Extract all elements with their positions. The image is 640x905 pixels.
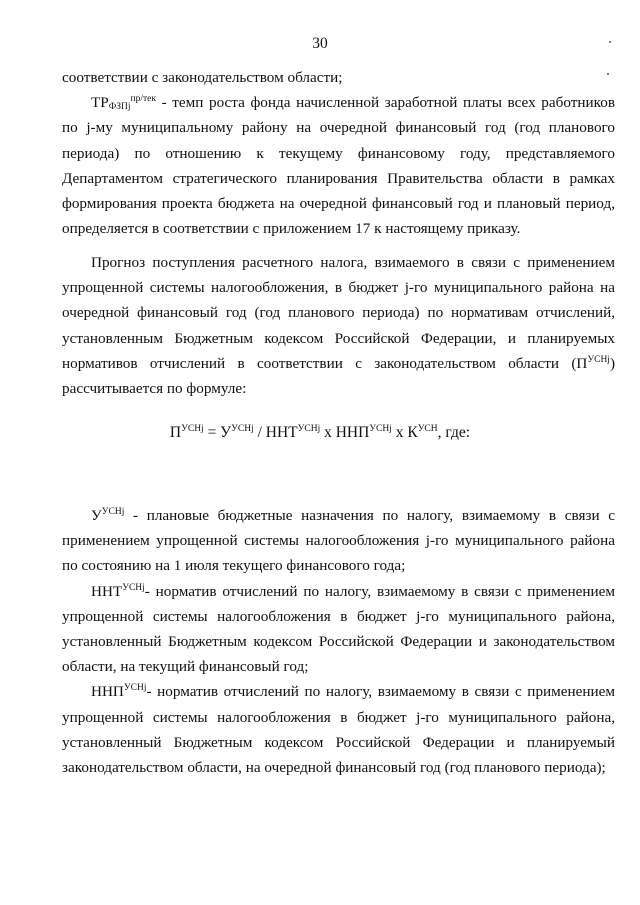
paragraph-tr-definition	[62, 90, 615, 241]
u-definition-text: - плановые бюджетные назначения по налогу, взимаемому в связи с применением упрощенной системы налогообложения j-го муниципального района по состоянию на 1 июля текущего финансового года;	[62, 507, 615, 575]
formula-term-3: / ННТ	[253, 424, 298, 441]
nnt-superscript: УСНj	[122, 582, 145, 593]
scan-speck	[609, 41, 611, 43]
tr-symbol: ТР	[91, 94, 109, 112]
forecast-text: Прогноз поступления расчетного налога, взимаемого в связи с применением упрощенной системы налогообложения, в бюджет j-го муниципального района на очередной финансовый год (год планового периода) по нормативам отчислений, установленным Бюджетным кодексом Российской Федерации, и планируемых нормативов отчислений в соответствии с законодательством области (П	[62, 254, 615, 372]
paragraph-nnt-definition	[62, 579, 615, 680]
text-block-definitions	[62, 503, 615, 780]
u-symbol: У	[91, 507, 102, 524]
formula-sup-3: УСНj	[297, 424, 321, 434]
tr-definition-text: темп роста фонда начисленной заработной платы всех работников по j-му муниципальному району на очередной финансовый год (год планового периода) по отношению к текущему финансовому году, представляемого Департаментом стратегического планирования Правительства области в рамках формирования проекта бюджета на очередной финансовый год и плановый период, определяется в соответствии с приложением 17 к настоящему приказу.	[62, 94, 615, 238]
tr-superscript: пр/тек	[130, 94, 156, 105]
formula-sup-1: УСНj	[181, 424, 204, 434]
scan-speck	[607, 73, 609, 75]
formula-term-5: х К	[391, 424, 418, 441]
nnt-definition-text: - норматив отчислений по налогу, взимаемому в связи с применением упрощенной системы налогообложения в бюджет j-го муниципального района, установленный Бюджетным кодексом Российской Федерации и законодательством области, на текущий финансовый год;	[62, 582, 615, 676]
formula-term-2: = У	[203, 424, 232, 441]
page-number: 30	[312, 35, 328, 52]
formula-term-4: х ННП	[320, 424, 370, 441]
nnp-definition-text: - норматив отчислений по налогу, взимаемому в связи с применением упрощенной системы налогообложения в бюджет j-го муниципального района, установленный Бюджетным кодексом Российской Федерации и планируемый законодательством области, на очередной финансовый год (год планового периода);	[62, 683, 615, 777]
paragraph-continuation: соответствии с законодательством области;	[62, 69, 343, 86]
text-block-top	[62, 65, 615, 241]
nnt-symbol: ННТ	[91, 582, 123, 600]
formula-sup-4: УСНj	[369, 424, 392, 434]
formula	[0, 424, 640, 442]
forecast-tail: ) рассчитывается по формуле:	[62, 354, 615, 398]
forecast-superscript: УСНj	[587, 354, 610, 365]
nnp-superscript: УСНj	[123, 683, 147, 694]
u-superscript: УСНj	[101, 507, 125, 517]
formula-term-1: П	[169, 424, 182, 441]
tr-subscript: ФЗПj	[108, 102, 131, 113]
nnp-symbol: ННП	[91, 683, 124, 701]
paragraph-nnp-definition	[62, 679, 615, 780]
text-block-forecast	[62, 250, 615, 401]
paragraph-forecast	[62, 250, 615, 401]
formula-sup-2: УСНj	[231, 424, 254, 434]
paragraph-u-definition	[62, 503, 615, 579]
formula-sup-5: УСН	[417, 424, 438, 434]
tr-dash: -	[155, 94, 173, 112]
formula-term-6: , где:	[437, 424, 471, 441]
